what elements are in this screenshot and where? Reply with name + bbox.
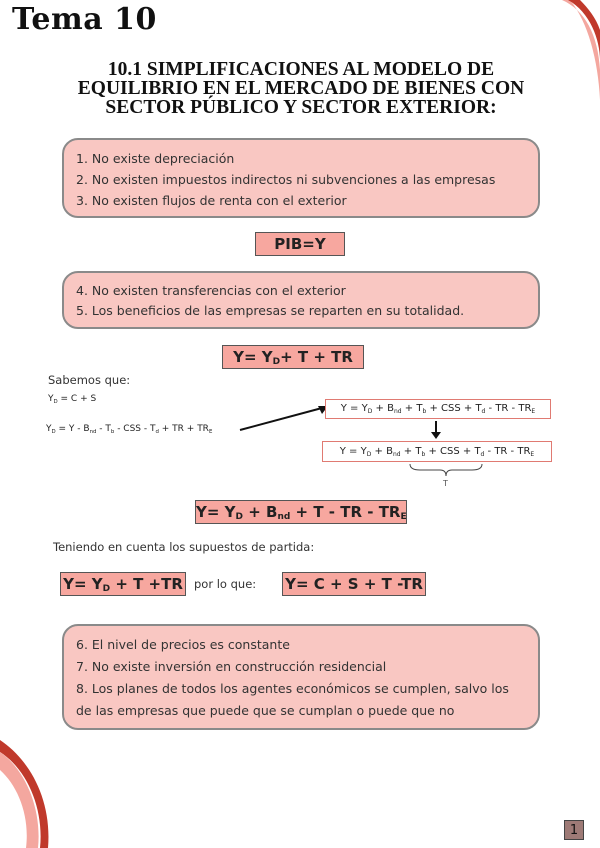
down-arrow — [430, 420, 442, 440]
section-heading — [40, 60, 562, 117]
equation-top: $Y = Y_D + B_{nd} + T_b$ + CSS + $T_d$ - TR - $TR_E$ — [325, 399, 551, 419]
heading-line-2: EQUILIBRIO EN EL MERCADO DE BIENES CON — [77, 78, 525, 99]
brace-label: T — [443, 479, 448, 488]
formula-y1-sub: D — [272, 357, 281, 367]
heading-line-3: SECTOR PÚBLICO Y SECTOR EXTERIOR: — [105, 97, 497, 118]
assumption-8: 8. Los planes de todos los agentes económicos se cumplen, salvo los — [76, 681, 509, 696]
por-lo-que-text: por lo que: — [194, 577, 257, 591]
formula-y-yd-bnd: $Y= Y_D + B_{nd} + T$ - TR - $TR_E$ — [195, 500, 407, 524]
assumption-6: 6. El nivel de precios es constante — [76, 637, 290, 652]
yd-definition: $Y_D = Y - B_{nd} - T_b$ - CSS - $T_d$ + TR + $TR_E$ — [46, 424, 213, 435]
assumption-5: 5. Los beneficios de las empresas se reparten en su totalidad. — [76, 303, 465, 318]
assumption-4: 4. No existen transferencias con el exterior — [76, 283, 346, 298]
formula-y-c-s-t-tr: Y= C + S + T -TR — [282, 572, 426, 596]
formula-y-yd-t-tr — [222, 345, 364, 369]
assumption-2: 2. No existen impuestos indirectos ni subvenciones a las empresas — [76, 172, 496, 187]
assumptions-box-2 — [62, 271, 540, 329]
formula-y1-prefix: Y= Y — [233, 348, 273, 366]
assumptions-box-1 — [62, 138, 540, 218]
formula-y-yd-t-tr-2: $Y= Y_D + T +TR$ — [60, 572, 186, 596]
formula-pib: PIB=Y — [255, 232, 345, 256]
assumption-3: 3. No existen flujos de renta con el exterior — [76, 193, 347, 208]
page-number: 1 — [564, 820, 584, 840]
heading-line-1: 10.1 SIMPLIFICACIONES AL MODELO DE — [107, 59, 495, 80]
assumption-8-cont: de las empresas que puede que se cumplan o puede que no — [76, 703, 455, 718]
yd-identity: $Y_D = C + S$ — [48, 394, 97, 405]
assumption-1: 1. No existe depreciación — [76, 151, 235, 166]
assumption-7: 7. No existe inversión en construcción residencial — [76, 659, 387, 674]
formula-y1-suffix: + T + TR — [280, 348, 353, 366]
sabemos-label: Sabemos que: — [48, 373, 131, 387]
page-title: Tema 10 — [12, 2, 157, 37]
teniendo-text: Teniendo en cuenta los supuestos de partida: — [53, 540, 315, 554]
bottom-left-swoosh — [0, 730, 60, 848]
assumptions-box-3 — [62, 624, 540, 730]
right-arrow — [238, 402, 330, 432]
tax-brace — [408, 462, 484, 478]
equation-bottom: $Y = Y_D + B_{nd} + T_b$ + CSS + $T_d$ - TR - $TR_E$ — [322, 441, 552, 462]
